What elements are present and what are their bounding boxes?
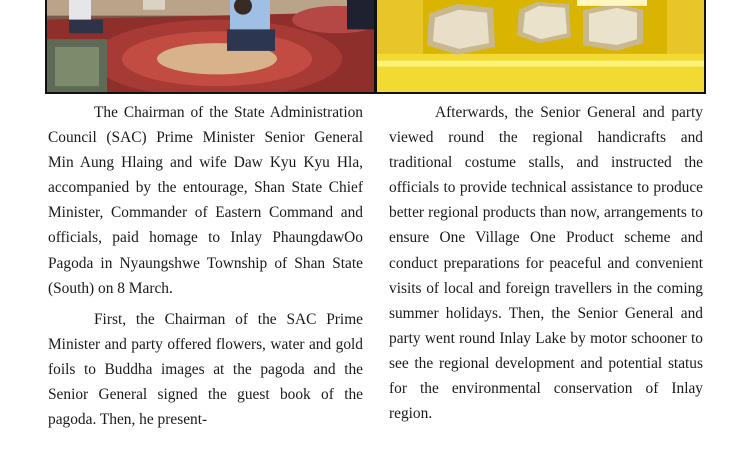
paragraph-1: The Chairman of the State Administration Council (SAC) Prime Minister Senior General Min Aung Hlaing and wife Daw Kyu Kyu Hla, accompanied by the entourage, Shan State Chief Minister, Commander of Eastern Command and officials, paid homage to Inlay PhaungdawOo Pagoda in Nyaungshwe Township of Shan State (South) on 8 March. — [48, 104, 363, 297]
paragraph-3: Afterwards, the Senior General and party viewed round the regional handicrafts and traditional costume stalls, and instructed the officials to provide technical assistance to produce better regional products than now, arrangements to ensure One Village One Product scheme and conduct preparations for peaceful and convenient visits of local and foreign travellers in the coming summer holidays. Then, the Senior General and party went round Inlay Lake by motor schooner to see the regional development and potential status for the environmental conservation of Inlay region. — [389, 104, 703, 423]
article-left-column — [48, 100, 363, 460]
paragraph-2: First, the Chairman of the SAC Prime Minister and party offered flowers, water and gold foils to Buddha images at the pagoda and the Senior General signed the guest book of the pagoda. Then, he present- — [48, 310, 363, 429]
photo-strip — [45, 0, 706, 94]
golden-shrine-photo — [377, 0, 704, 92]
article-right-column — [389, 100, 703, 460]
article-body — [48, 100, 703, 460]
people-praying-photo — [47, 0, 374, 92]
